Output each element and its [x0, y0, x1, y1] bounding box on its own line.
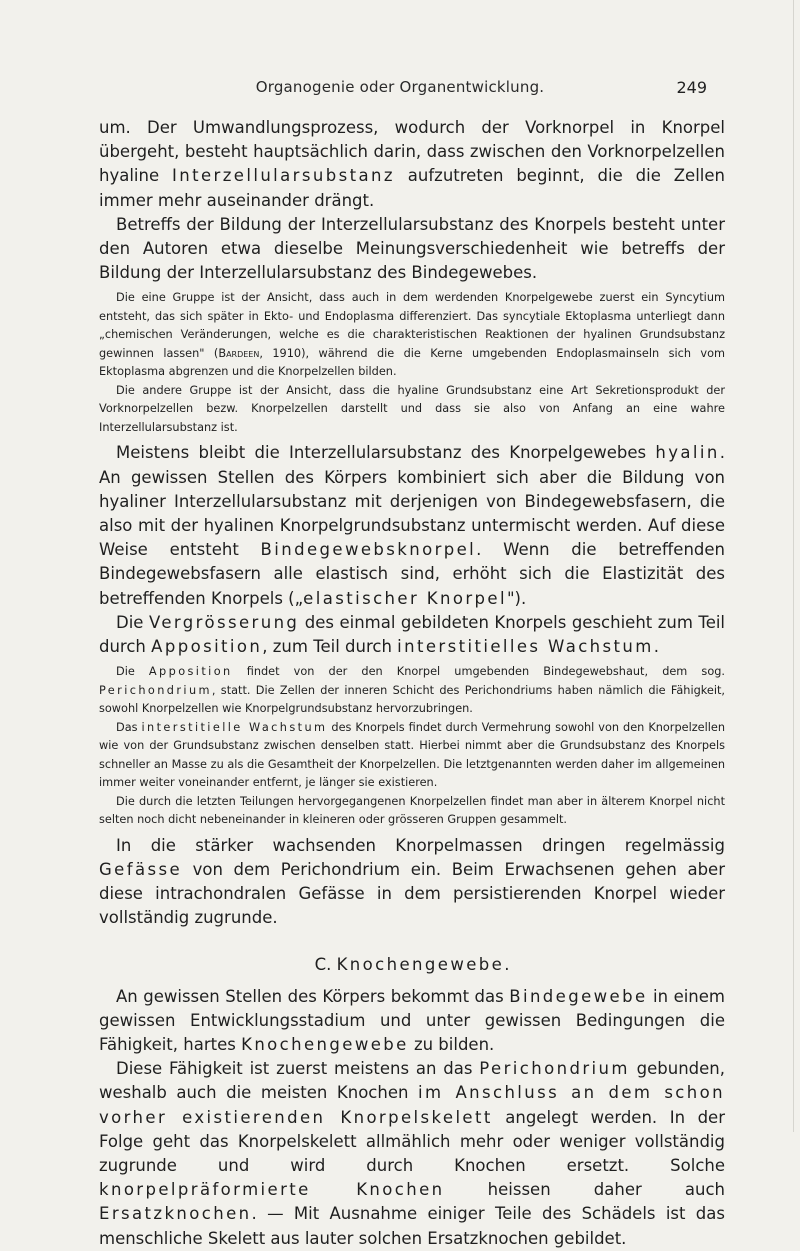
emphasis: Perichondrium: [99, 683, 212, 697]
emphasis: Apposition: [151, 637, 263, 657]
small-paragraph-8: Das interstitielle Wachstum des Knorpels findet durch Vermehrung sowohl von den Knorpelzellen wie von der Grundsubstanz zwischen denselben statt. Hierbei nimmt aber die Grundsubstanz des Knorpels schneller an Masse zu als die Gesamtheit der Knorpelzellen. Die letztgenannten werden daher im allgemeinen immer weiter voneinander entfernt, je länger sie existieren.: [99, 720, 725, 790]
emphasis: Apposition: [148, 665, 233, 679]
emphasis: Bindegewebe: [509, 986, 648, 1006]
paragraph-11: An gewissen Stellen des Körpers bekommt das Bindegewebe in einem gewissen Entwicklungsstadium und unter gewissen Bedingungen die Fähigkeit, hartes Knochengewebe zu bilden.: [99, 986, 725, 1054]
body-text: [99, 116, 725, 1251]
emphasis: elastischer Knorpel: [303, 588, 507, 608]
paragraph-12: Diese Fähigkeit ist zuerst meistens an das Perichondrium gebunden, weshalb auch die meisten Knochen im Anschluss an dem schon vorher existierenden Knorpelskelett angelegt werden. In der Folge geht das Knorpelskelett allmählich mehr oder weniger vollständig zugrunde und wird durch Knochen ersetzt. Solche knorpelpräformierte Knochen heissen daher auch Ersatzknochen. — Mit Ausnahme einiger Teile des Schädels ist das menschliche Skelett aus lauter solchen Ersatzknochen gebildet.: [99, 1059, 726, 1248]
small-paragraph-9: Die durch die letzten Teilungen hervorgegangenen Knorpelzellen findet man aber in älterem Knorpel nicht selten noch dicht nebeneinander in kleineren oder grösseren Gruppen gesammelt.: [99, 794, 725, 827]
emphasis: knorpelpräformierte Knochen: [99, 1180, 445, 1200]
page-edge-line: [793, 0, 794, 1132]
paragraph-5: Meistens bleibt die Interzellularsubstanz des Knorpelgewebes hyalin. An gewissen Stellen des Körpers kombiniert sich aber die Bildung von hyaliner Interzellularsubstanz mit derjenigen von Bindegewebsfasern, die also mit der hyalinen Knorpelgrundsubstanz untermischt werden. Auf diese Weise entsteht Bindegewebsknorpel. Wenn die betreffenden Bindegewebsfasern alle elastisch sind, erhöht sich die Elastizität des betreffenden Knorpels („elastischer Knorpel").: [99, 443, 725, 608]
small-paragraph-3: Die eine Gruppe ist der Ansicht, dass auch in dem werdenden Knorpelgewebe zuerst ein Syncytium entsteht, das sich später in Ekto- und Endoplasma differenziert. Das syncytiale Ektoplasma unterliegt dann „chemischen Veränderungen, welche es die charakteristischen Reaktionen der hyalinen Grundsubstanz gewinnen lassen" (Bardeen, 1910), während die die Kerne umgebenden Endoplasmainseln sich vom Ektoplasma abgrenzen und die Knorpelzellen bilden.: [99, 291, 725, 379]
small-paragraph-7: Die Apposition findet von der den Knorpel umgebenden Bindegewebshaut, dem sog. Perichondrium, statt. Die Zellen der inneren Schicht des Perichondriums haben nämlich die Fähigkeit, sowohl Knorpelzellen wie Knorpelgrundsubstanz hervorzubringen.: [99, 665, 725, 716]
author-name: Bardeen: [218, 346, 260, 360]
emphasis: Knochengewebe: [336, 954, 505, 974]
emphasis: Knochengewebe: [241, 1034, 409, 1054]
paragraph-1: um. Der Umwandlungsprozess, wodurch der Vorknorpel in Knorpel übergeht, besteht hauptsächlich darin, dass zwischen den Vorknorpelzellen hyaline Interzellularsubstanz aufzutreten beginnt, die die Zellen immer mehr auseinander drängt.: [99, 118, 725, 210]
emphasis: im Anschluss an dem schon vorher existierenden Knorpelskelett: [99, 1083, 725, 1127]
section-heading: C. Knochengewebe.: [314, 954, 510, 974]
page-number: 249: [676, 78, 707, 97]
page-header: [0, 78, 800, 108]
emphasis: Interzellularsubstanz: [172, 166, 395, 186]
paragraph-6: Die Vergrösserung des einmal gebildeten Knorpels geschieht zum Teil durch Apposition, zum Teil durch interstitielles Wachstum.: [99, 612, 726, 657]
paragraph-2: Betreffs der Bildung der Interzellularsubstanz des Knorpels besteht unter den Autoren etwa dieselbe Meinungsverschiedenheit wie betreffs der Bildung der Interzellularsubstanz des Bindegewebes.: [99, 214, 725, 283]
paragraph-10: In die stärker wachsenden Knorpelmassen dringen regelmässig Gefässe von dem Perichondrium ein. Beim Erwachsenen gehen aber diese intrachondralen Gefässe in dem persistierenden Knorpel wieder vollständig zugrunde.: [99, 835, 725, 928]
emphasis: Gefässe: [99, 859, 183, 879]
emphasis: Bindegewebsknorpel: [260, 540, 477, 560]
running-title: Organogenie oder Organentwicklung.: [255, 78, 545, 96]
emphasis: interstitielles Wachstum: [397, 637, 654, 657]
emphasis: hyalin: [655, 443, 720, 463]
emphasis: Perichondrium: [479, 1059, 630, 1079]
small-paragraph-4: Die andere Gruppe ist der Ansicht, dass die hyaline Grundsubstanz eine Art Sekretionsprodukt der Vorknorpelzellen bezw. Knorpelzellen darstellt und dass sie also von Anfang an eine wahre Interzellularsubstanz ist.: [99, 383, 725, 434]
emphasis: interstitielle Wachstum: [141, 720, 328, 734]
emphasis: Ersatzknochen: [99, 1204, 252, 1224]
emphasis: Vergrösserung: [148, 612, 300, 632]
